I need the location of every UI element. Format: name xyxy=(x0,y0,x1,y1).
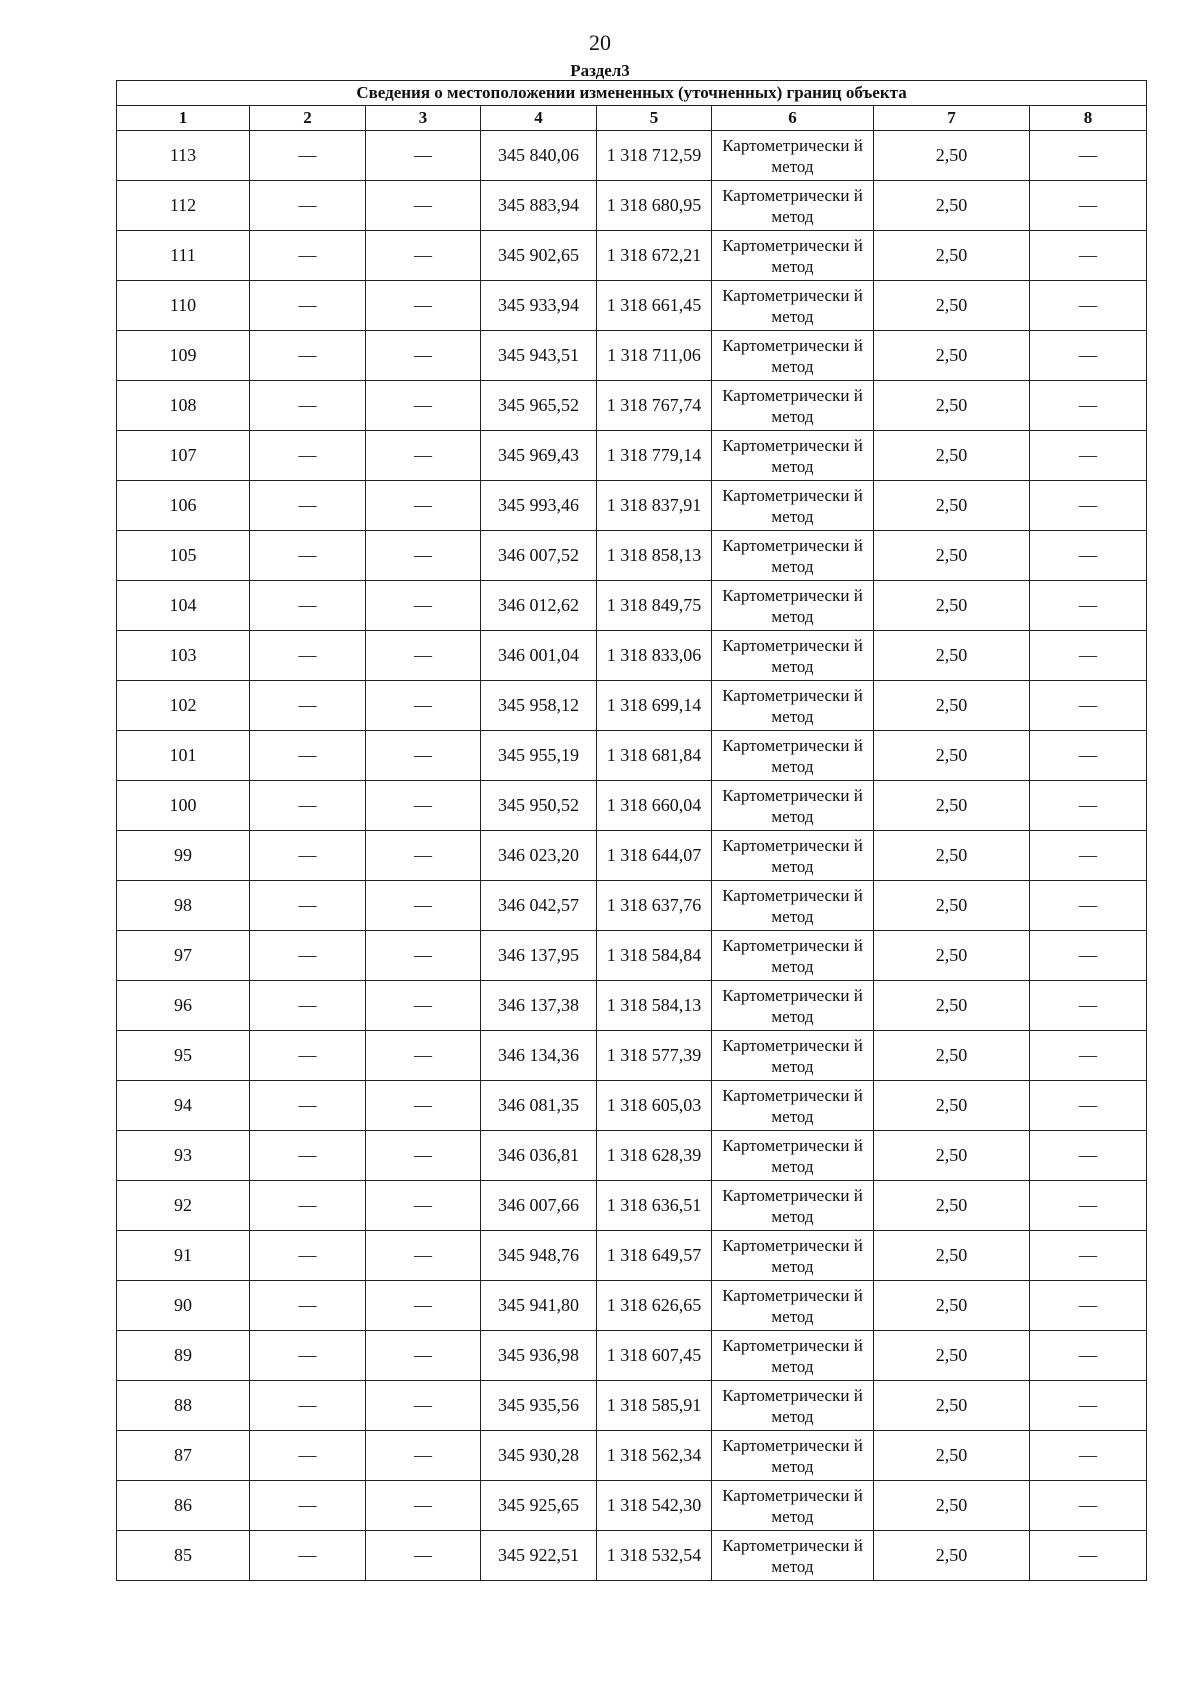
method-cell: Картометрически й метод xyxy=(712,1231,874,1281)
col2-cell: — xyxy=(250,1281,366,1331)
col2-cell: — xyxy=(250,331,366,381)
col8-cell: — xyxy=(1030,631,1147,681)
y-coordinate-cell: 1 318 672,21 xyxy=(597,231,712,281)
x-coordinate-cell: 345 943,51 xyxy=(481,331,597,381)
method-cell: Картометрически й метод xyxy=(712,381,874,431)
point-number-cell: 112 xyxy=(117,181,250,231)
point-number-cell: 100 xyxy=(117,781,250,831)
accuracy-cell: 2,50 xyxy=(874,681,1030,731)
method-cell: Картометрически й метод xyxy=(712,1531,874,1581)
table-row xyxy=(117,1531,1147,1581)
col8-cell: — xyxy=(1030,1281,1147,1331)
x-coordinate-cell: 345 930,28 xyxy=(481,1431,597,1481)
x-coordinate-cell: 345 941,80 xyxy=(481,1281,597,1331)
table-row xyxy=(117,981,1147,1031)
method-cell: Картометрически й метод xyxy=(712,481,874,531)
x-coordinate-cell: 346 137,95 xyxy=(481,931,597,981)
accuracy-cell: 2,50 xyxy=(874,431,1030,481)
x-coordinate-cell: 346 001,04 xyxy=(481,631,597,681)
accuracy-cell: 2,50 xyxy=(874,1081,1030,1131)
table-row xyxy=(117,1131,1147,1181)
col2-cell: — xyxy=(250,631,366,681)
x-coordinate-cell: 345 950,52 xyxy=(481,781,597,831)
x-coordinate-cell: 346 007,52 xyxy=(481,531,597,581)
col8-cell: — xyxy=(1030,281,1147,331)
accuracy-cell: 2,50 xyxy=(874,1181,1030,1231)
point-number-cell: 90 xyxy=(117,1281,250,1331)
col3-cell: — xyxy=(366,1481,481,1531)
col3-cell: — xyxy=(366,1081,481,1131)
col2-cell: — xyxy=(250,1531,366,1581)
method-cell: Картометрически й метод xyxy=(712,331,874,381)
x-coordinate-cell: 345 840,06 xyxy=(481,131,597,181)
accuracy-cell: 2,50 xyxy=(874,1381,1030,1431)
col8-cell: — xyxy=(1030,931,1147,981)
y-coordinate-cell: 1 318 849,75 xyxy=(597,581,712,631)
col8-cell: — xyxy=(1030,981,1147,1031)
point-number-cell: 98 xyxy=(117,881,250,931)
x-coordinate-cell: 346 007,66 xyxy=(481,1181,597,1231)
y-coordinate-cell: 1 318 628,39 xyxy=(597,1131,712,1181)
table-row xyxy=(117,1081,1147,1131)
x-coordinate-cell: 345 922,51 xyxy=(481,1531,597,1581)
method-cell: Картометрически й метод xyxy=(712,181,874,231)
accuracy-cell: 2,50 xyxy=(874,481,1030,531)
y-coordinate-cell: 1 318 767,74 xyxy=(597,381,712,431)
y-coordinate-cell: 1 318 779,14 xyxy=(597,431,712,481)
column-header: 5 xyxy=(597,106,712,131)
x-coordinate-cell: 345 948,76 xyxy=(481,1231,597,1281)
x-coordinate-cell: 345 935,56 xyxy=(481,1381,597,1431)
col8-cell: — xyxy=(1030,1481,1147,1531)
point-number-cell: 113 xyxy=(117,131,250,181)
table-row xyxy=(117,581,1147,631)
point-number-cell: 111 xyxy=(117,231,250,281)
col2-cell: — xyxy=(250,731,366,781)
y-coordinate-cell: 1 318 680,95 xyxy=(597,181,712,231)
method-cell: Картометрически й метод xyxy=(712,1331,874,1381)
point-number-cell: 101 xyxy=(117,731,250,781)
col8-cell: — xyxy=(1030,1081,1147,1131)
col2-cell: — xyxy=(250,1331,366,1381)
table-row xyxy=(117,131,1147,181)
col2-cell: — xyxy=(250,981,366,1031)
col2-cell: — xyxy=(250,481,366,531)
col2-cell: — xyxy=(250,1131,366,1181)
col3-cell: — xyxy=(366,131,481,181)
col8-cell: — xyxy=(1030,431,1147,481)
method-cell: Картометрически й метод xyxy=(712,781,874,831)
col3-cell: — xyxy=(366,431,481,481)
point-number-cell: 107 xyxy=(117,431,250,481)
col2-cell: — xyxy=(250,381,366,431)
column-header: 6 xyxy=(712,106,874,131)
y-coordinate-cell: 1 318 532,54 xyxy=(597,1531,712,1581)
col8-cell: — xyxy=(1030,581,1147,631)
col2-cell: — xyxy=(250,1081,366,1131)
col2-cell: — xyxy=(250,581,366,631)
y-coordinate-cell: 1 318 858,13 xyxy=(597,531,712,581)
accuracy-cell: 2,50 xyxy=(874,981,1030,1031)
y-coordinate-cell: 1 318 837,91 xyxy=(597,481,712,531)
point-number-cell: 96 xyxy=(117,981,250,1031)
y-coordinate-cell: 1 318 607,45 xyxy=(597,1331,712,1381)
col3-cell: — xyxy=(366,881,481,931)
col8-cell: — xyxy=(1030,1531,1147,1581)
coordinates-table xyxy=(116,80,1147,1581)
y-coordinate-cell: 1 318 833,06 xyxy=(597,631,712,681)
col8-cell: — xyxy=(1030,1031,1147,1081)
method-cell: Картометрически й метод xyxy=(712,431,874,481)
col3-cell: — xyxy=(366,1381,481,1431)
column-header: 8 xyxy=(1030,106,1147,131)
col8-cell: — xyxy=(1030,231,1147,281)
col8-cell: — xyxy=(1030,531,1147,581)
col3-cell: — xyxy=(366,681,481,731)
y-coordinate-cell: 1 318 637,76 xyxy=(597,881,712,931)
x-coordinate-cell: 345 955,19 xyxy=(481,731,597,781)
page-number: 20 xyxy=(589,30,611,55)
column-header: 2 xyxy=(250,106,366,131)
y-coordinate-cell: 1 318 660,04 xyxy=(597,781,712,831)
col8-cell: — xyxy=(1030,181,1147,231)
x-coordinate-cell: 346 012,62 xyxy=(481,581,597,631)
method-cell: Картометрически й метод xyxy=(712,581,874,631)
accuracy-cell: 2,50 xyxy=(874,831,1030,881)
accuracy-cell: 2,50 xyxy=(874,181,1030,231)
column-header: 1 xyxy=(117,106,250,131)
table-row xyxy=(117,931,1147,981)
col3-cell: — xyxy=(366,831,481,881)
point-number-cell: 99 xyxy=(117,831,250,881)
y-coordinate-cell: 1 318 626,65 xyxy=(597,1281,712,1331)
col3-cell: — xyxy=(366,331,481,381)
col3-cell: — xyxy=(366,981,481,1031)
table-row xyxy=(117,781,1147,831)
y-coordinate-cell: 1 318 711,06 xyxy=(597,331,712,381)
col3-cell: — xyxy=(366,1231,481,1281)
table-row xyxy=(117,1181,1147,1231)
point-number-cell: 97 xyxy=(117,931,250,981)
col3-cell: — xyxy=(366,631,481,681)
x-coordinate-cell: 345 925,65 xyxy=(481,1481,597,1531)
col3-cell: — xyxy=(366,1131,481,1181)
col2-cell: — xyxy=(250,131,366,181)
table-caption-row xyxy=(117,81,1147,106)
col2-cell: — xyxy=(250,531,366,581)
col3-cell: — xyxy=(366,1331,481,1381)
col3-cell: — xyxy=(366,581,481,631)
col3-cell: — xyxy=(366,1431,481,1481)
point-number-cell: 102 xyxy=(117,681,250,731)
method-cell: Картометрически й метод xyxy=(712,1081,874,1131)
col8-cell: — xyxy=(1030,1431,1147,1481)
col8-cell: — xyxy=(1030,481,1147,531)
col2-cell: — xyxy=(250,1481,366,1531)
accuracy-cell: 2,50 xyxy=(874,231,1030,281)
col2-cell: — xyxy=(250,281,366,331)
x-coordinate-cell: 345 969,43 xyxy=(481,431,597,481)
table-row xyxy=(117,831,1147,881)
x-coordinate-cell: 346 023,20 xyxy=(481,831,597,881)
method-cell: Картометрически й метод xyxy=(712,1281,874,1331)
col8-cell: — xyxy=(1030,1381,1147,1431)
accuracy-cell: 2,50 xyxy=(874,1431,1030,1481)
accuracy-cell: 2,50 xyxy=(874,381,1030,431)
col2-cell: — xyxy=(250,231,366,281)
point-number-cell: 110 xyxy=(117,281,250,331)
col2-cell: — xyxy=(250,1381,366,1431)
table-row xyxy=(117,731,1147,781)
point-number-cell: 93 xyxy=(117,1131,250,1181)
col3-cell: — xyxy=(366,231,481,281)
y-coordinate-cell: 1 318 562,34 xyxy=(597,1431,712,1481)
accuracy-cell: 2,50 xyxy=(874,581,1030,631)
accuracy-cell: 2,50 xyxy=(874,131,1030,181)
method-cell: Картометрически й метод xyxy=(712,881,874,931)
col3-cell: — xyxy=(366,181,481,231)
col2-cell: — xyxy=(250,931,366,981)
column-header: 3 xyxy=(366,106,481,131)
accuracy-cell: 2,50 xyxy=(874,881,1030,931)
x-coordinate-cell: 345 933,94 xyxy=(481,281,597,331)
col8-cell: — xyxy=(1030,831,1147,881)
point-number-cell: 91 xyxy=(117,1231,250,1281)
x-coordinate-cell: 346 134,36 xyxy=(481,1031,597,1081)
col2-cell: — xyxy=(250,1031,366,1081)
table-row xyxy=(117,231,1147,281)
table-row xyxy=(117,1031,1147,1081)
table-row xyxy=(117,1431,1147,1481)
col3-cell: — xyxy=(366,781,481,831)
point-number-cell: 88 xyxy=(117,1381,250,1431)
y-coordinate-cell: 1 318 584,84 xyxy=(597,931,712,981)
method-cell: Картометрически й метод xyxy=(712,1381,874,1431)
accuracy-cell: 2,50 xyxy=(874,631,1030,681)
column-header: 4 xyxy=(481,106,597,131)
y-coordinate-cell: 1 318 644,07 xyxy=(597,831,712,881)
accuracy-cell: 2,50 xyxy=(874,1281,1030,1331)
point-number-cell: 86 xyxy=(117,1481,250,1531)
point-number-cell: 87 xyxy=(117,1431,250,1481)
accuracy-cell: 2,50 xyxy=(874,931,1030,981)
point-number-cell: 109 xyxy=(117,331,250,381)
table-row xyxy=(117,681,1147,731)
table-row xyxy=(117,1281,1147,1331)
method-cell: Картометрически й метод xyxy=(712,831,874,881)
col2-cell: — xyxy=(250,181,366,231)
col3-cell: — xyxy=(366,1031,481,1081)
x-coordinate-cell: 346 137,38 xyxy=(481,981,597,1031)
col2-cell: — xyxy=(250,1231,366,1281)
point-number-cell: 89 xyxy=(117,1331,250,1381)
point-number-cell: 108 xyxy=(117,381,250,431)
point-number-cell: 106 xyxy=(117,481,250,531)
col2-cell: — xyxy=(250,881,366,931)
table-row xyxy=(117,331,1147,381)
table-row xyxy=(117,281,1147,331)
method-cell: Картометрически й метод xyxy=(712,281,874,331)
method-cell: Картометрически й метод xyxy=(712,131,874,181)
section-title: Раздел3 xyxy=(570,61,630,80)
point-number-cell: 92 xyxy=(117,1181,250,1231)
col3-cell: — xyxy=(366,731,481,781)
y-coordinate-cell: 1 318 585,91 xyxy=(597,1381,712,1431)
table-row xyxy=(117,1481,1147,1531)
accuracy-cell: 2,50 xyxy=(874,1481,1030,1531)
method-cell: Картометрически й метод xyxy=(712,1031,874,1081)
method-cell: Картометрически й метод xyxy=(712,681,874,731)
point-number-cell: 95 xyxy=(117,1031,250,1081)
col2-cell: — xyxy=(250,781,366,831)
x-coordinate-cell: 346 036,81 xyxy=(481,1131,597,1181)
col3-cell: — xyxy=(366,281,481,331)
col8-cell: — xyxy=(1030,131,1147,181)
col8-cell: — xyxy=(1030,731,1147,781)
method-cell: Картометрически й метод xyxy=(712,631,874,681)
accuracy-cell: 2,50 xyxy=(874,1531,1030,1581)
method-cell: Картометрически й метод xyxy=(712,1481,874,1531)
accuracy-cell: 2,50 xyxy=(874,1331,1030,1381)
table-row xyxy=(117,381,1147,431)
x-coordinate-cell: 345 993,46 xyxy=(481,481,597,531)
y-coordinate-cell: 1 318 584,13 xyxy=(597,981,712,1031)
column-header: 7 xyxy=(874,106,1030,131)
accuracy-cell: 2,50 xyxy=(874,281,1030,331)
method-cell: Картометрически й метод xyxy=(712,931,874,981)
col2-cell: — xyxy=(250,1431,366,1481)
method-cell: Картометрически й метод xyxy=(712,531,874,581)
accuracy-cell: 2,50 xyxy=(874,531,1030,581)
point-number-cell: 105 xyxy=(117,531,250,581)
accuracy-cell: 2,50 xyxy=(874,1131,1030,1181)
y-coordinate-cell: 1 318 577,39 xyxy=(597,1031,712,1081)
x-coordinate-cell: 345 958,12 xyxy=(481,681,597,731)
table-row xyxy=(117,431,1147,481)
y-coordinate-cell: 1 318 542,30 xyxy=(597,1481,712,1531)
col8-cell: — xyxy=(1030,1181,1147,1231)
col2-cell: — xyxy=(250,431,366,481)
point-number-cell: 104 xyxy=(117,581,250,631)
table-row xyxy=(117,1231,1147,1281)
col2-cell: — xyxy=(250,831,366,881)
accuracy-cell: 2,50 xyxy=(874,781,1030,831)
col3-cell: — xyxy=(366,481,481,531)
accuracy-cell: 2,50 xyxy=(874,1231,1030,1281)
col8-cell: — xyxy=(1030,781,1147,831)
method-cell: Картометрически й метод xyxy=(712,1131,874,1181)
col3-cell: — xyxy=(366,381,481,431)
col8-cell: — xyxy=(1030,1331,1147,1381)
accuracy-cell: 2,50 xyxy=(874,331,1030,381)
y-coordinate-cell: 1 318 636,51 xyxy=(597,1181,712,1231)
col8-cell: — xyxy=(1030,681,1147,731)
y-coordinate-cell: 1 318 712,59 xyxy=(597,131,712,181)
method-cell: Картометрически й метод xyxy=(712,1431,874,1481)
table-row xyxy=(117,881,1147,931)
table-row xyxy=(117,531,1147,581)
column-number-row xyxy=(117,106,1147,131)
x-coordinate-cell: 345 902,65 xyxy=(481,231,597,281)
col2-cell: — xyxy=(250,681,366,731)
y-coordinate-cell: 1 318 681,84 xyxy=(597,731,712,781)
table-caption: Сведения о местоположении измененных (уточненных) границ объекта xyxy=(117,81,1147,106)
method-cell: Картометрически й метод xyxy=(712,1181,874,1231)
col8-cell: — xyxy=(1030,331,1147,381)
col3-cell: — xyxy=(366,1281,481,1331)
col8-cell: — xyxy=(1030,881,1147,931)
method-cell: Картометрически й метод xyxy=(712,231,874,281)
table-row xyxy=(117,1331,1147,1381)
table-row xyxy=(117,481,1147,531)
y-coordinate-cell: 1 318 649,57 xyxy=(597,1231,712,1281)
y-coordinate-cell: 1 318 699,14 xyxy=(597,681,712,731)
point-number-cell: 103 xyxy=(117,631,250,681)
x-coordinate-cell: 345 883,94 xyxy=(481,181,597,231)
point-number-cell: 94 xyxy=(117,1081,250,1131)
y-coordinate-cell: 1 318 661,45 xyxy=(597,281,712,331)
x-coordinate-cell: 345 936,98 xyxy=(481,1331,597,1381)
col8-cell: — xyxy=(1030,1231,1147,1281)
table-body xyxy=(117,131,1147,1581)
col8-cell: — xyxy=(1030,1131,1147,1181)
point-number-cell: 85 xyxy=(117,1531,250,1581)
table-row xyxy=(117,181,1147,231)
x-coordinate-cell: 346 081,35 xyxy=(481,1081,597,1131)
x-coordinate-cell: 346 042,57 xyxy=(481,881,597,931)
method-cell: Картометрически й метод xyxy=(712,981,874,1031)
table-row xyxy=(117,631,1147,681)
table-row xyxy=(117,1381,1147,1431)
col3-cell: — xyxy=(366,1531,481,1581)
col3-cell: — xyxy=(366,531,481,581)
y-coordinate-cell: 1 318 605,03 xyxy=(597,1081,712,1131)
method-cell: Картометрически й метод xyxy=(712,731,874,781)
col8-cell: — xyxy=(1030,381,1147,431)
accuracy-cell: 2,50 xyxy=(874,731,1030,781)
accuracy-cell: 2,50 xyxy=(874,1031,1030,1081)
col3-cell: — xyxy=(366,931,481,981)
col2-cell: — xyxy=(250,1181,366,1231)
x-coordinate-cell: 345 965,52 xyxy=(481,381,597,431)
col3-cell: — xyxy=(366,1181,481,1231)
